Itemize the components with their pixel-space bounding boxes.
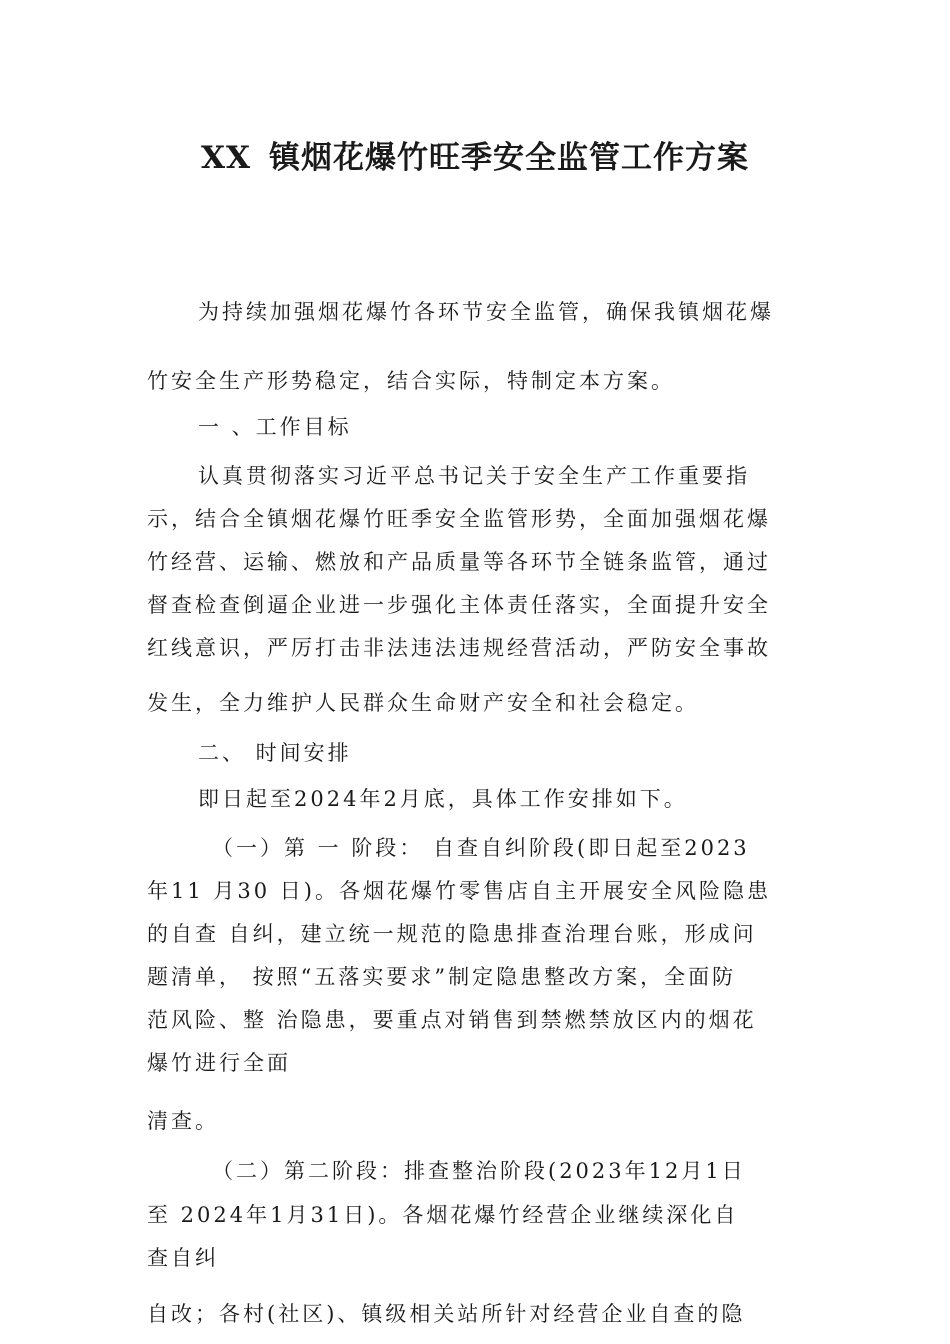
section-heading: 二、 时间安排 bbox=[198, 741, 352, 765]
paragraph-line: 爆竹进行全面 bbox=[147, 1051, 291, 1075]
paragraph-line: 查自纠 bbox=[147, 1246, 219, 1270]
paragraph-line: 示，结合全镇烟花爆竹旺季安全监管形势，全面加强烟花爆 bbox=[147, 507, 771, 531]
paragraph-line: 至 2024年1月31日)。各烟花爆竹经营企业继续深化自 bbox=[147, 1203, 739, 1227]
section-heading: 一 、工作目标 bbox=[198, 415, 352, 439]
paragraph-line: （二）第二阶段：排查整治阶段(2023年12月1日 bbox=[212, 1159, 746, 1183]
document-title bbox=[0, 132, 950, 177]
paragraph-line: 自改；各村(社区)、镇级相关站所针对经营企业自查的隐 bbox=[147, 1302, 746, 1326]
paragraph-line: 督查检查倒逼企业进一步强化主体责任落实，全面提升安全 bbox=[147, 593, 771, 617]
paragraph-line: 认真贯彻落实习近平总书记关于安全生产工作重要指 bbox=[198, 464, 750, 488]
paragraph-line: 题清单， 按照“五落实要求”制定隐患整改方案，全面防 bbox=[147, 965, 737, 989]
paragraph-line: 竹安全生产形势稳定，结合实际，特制定本方案。 bbox=[147, 369, 675, 393]
paragraph-line: 竹经营、运输、燃放和产品质量等各环节全链条监管，通过 bbox=[147, 550, 771, 574]
paragraph-line: 清查。 bbox=[147, 1109, 219, 1133]
paragraph-line: 发生，全力维护人民群众生命财产安全和社会稳定。 bbox=[147, 691, 699, 715]
paragraph-line: （一）第 一 阶段： 自查自纠阶段(即日起至2023 bbox=[212, 836, 750, 860]
paragraph-line: 年11 月30 日)。各烟花爆竹零售店自主开展安全风险隐患 bbox=[147, 879, 771, 903]
paragraph-line: 即日起至2024年2月底，具体工作安排如下。 bbox=[198, 787, 688, 811]
paragraph-line: 红线意识，严厉打击非法违法违规经营活动，严防安全事故 bbox=[147, 636, 771, 660]
paragraph-line: 的自查 自纠，建立统一规范的隐患排查治理台账，形成问 bbox=[147, 922, 757, 946]
title-main: 镇烟花爆竹旺季安全监管工作方案 bbox=[269, 140, 750, 176]
paragraph-line: 范风险、整 治隐患，要重点对销售到禁燃禁放区内的烟花 bbox=[147, 1008, 757, 1032]
paragraph-line: 为持续加强烟花爆竹各环节安全监管，确保我镇烟花爆 bbox=[198, 300, 774, 324]
title-prefix: XX bbox=[200, 140, 252, 176]
